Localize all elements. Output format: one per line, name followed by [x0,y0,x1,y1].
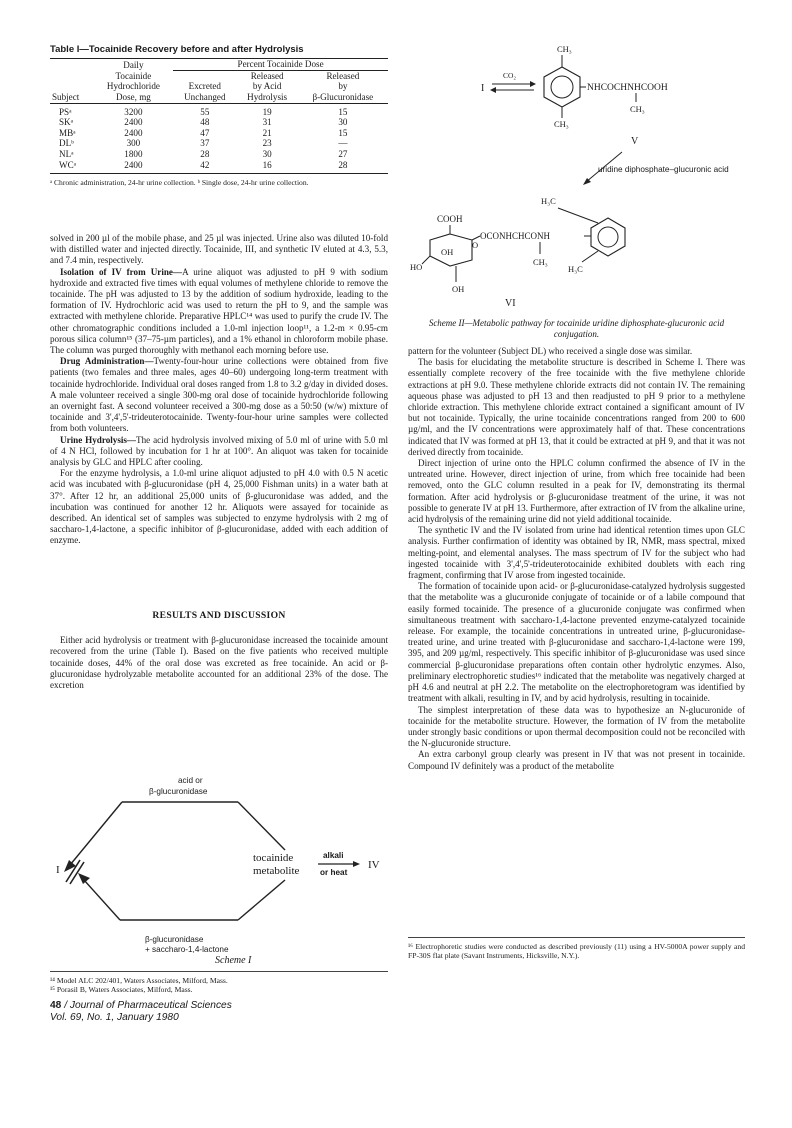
compound-V-label: V [631,136,639,147]
right-body-text [408,346,745,772]
vi-ch3: CH₃ [533,257,548,267]
scheme1-top-label-1: acid or [178,776,203,785]
cell-subject: MBᵃ [59,127,76,138]
cell-excreted: 42 [200,159,210,170]
bond [582,251,598,262]
vi-ring-o: O [472,240,479,250]
table-row [50,160,388,171]
vi-ho: HO [410,262,423,272]
aromatic-circle [551,76,573,98]
cell-gluc: 30 [338,117,348,128]
cell-dose: 3200 [124,106,143,117]
paragraph: The synthetic IV and the IV isolated from urine had identical retention times upon GLC analysis. Further confirmation of identity was obtained by IR, NMR, mass spectral, mixed melting-point, and elemental analyses. The mass spectrum of IV for the subject who had ingested tocainide with 3',4',5'-trideuterotocainide exhibited doublets with each ring fragment, confirming that IV arose from ingested tocainide. [408,525,745,581]
col-header-acid-1: Released [250,70,284,81]
arrow-line [238,802,285,850]
paragraph: The simplest interpretation of these data was to hypothesize an N-glucuronide of tocainide for the metabolite structure. However, the formation of IV from the metabolite under strongly basic conditions or upon thermal decomposition could not be reconciled with the N-glucuronide structure. [408,704,745,749]
scheme2-caption: Scheme II—Metabolic pathway for tocainide uridine diphosphate-glucuronic acid conjugation. [428,318,725,339]
paragraph-text: A urine aliquot was adjusted to pH 9 with sodium hydroxide and extracted five times with equal volumes of methylene chloride to remove the tocainide. The pH was adjusted to 13 by the addition of sodium hydroxide, leading to the formation of IV. Hydrochloric acid was used to return the pH to 9, and the sample was extracted with methylene chloride. Preparative HPLC¹⁴ was used to purify the crude IV. The other chromatographic conditions included a 1.0-ml injection loop¹¹, a 1.2-m × 0.95-cm porous silica column¹⁵ (37–75-µm particles), and a 1% ethanol in chloroform mobile phase. The column was purged thoroughly with methanol each morning before use. [50,266,388,356]
left-footnotes [50,976,388,994]
col-header-excreted-2: Unchanged [184,91,226,102]
cell-excreted: 55 [200,106,210,117]
cell-acid: 16 [262,159,272,170]
benzene-ring [544,67,580,107]
cell-excreted: 37 [200,138,210,149]
vi-oh1: OH [441,247,454,257]
cell-subject: DLᵇ [59,138,74,149]
cell-dose: 2400 [124,127,143,138]
left-body-text [50,233,388,547]
vi-h3c-top: H₃C [541,196,556,206]
run-in-heading: Isolation of IV from Urine— [60,266,183,277]
paragraph-text: The acid hydrolysis involved mixing of 5.0 ml of urine with 5.0 ml of 4 N HCl, followed by incubation for 1 hr at 100°. An aliquot was taken for tocainide analysis by GLC and HPLC after cooling. [50,434,388,468]
udp-label: uridine diphosphate–glucuronic acid [598,165,729,174]
col-header-percent: Percent Tocainide Dose [173,59,388,70]
paragraph: pattern for the volunteer (Subject DL) who received a single dose was similar. [408,346,693,356]
table-row [50,149,388,160]
cell-dose: 300 [126,138,141,149]
bond [422,256,430,264]
table-row [50,107,388,118]
col-header-acid-3: Hydrolysis [247,91,288,102]
footnote-15: ¹⁵ Porasil B, Waters Associates, Milford, Mass. [50,985,193,995]
cell-dose: 1800 [124,148,143,159]
footnote-14: ¹⁴ Model ALC 202/401, Waters Associates, Milford, Mass. [50,976,228,985]
compound-VI-label: VI [505,298,516,309]
cell-gluc: 15 [338,127,348,138]
footnote-16: ¹⁶ Electrophoretic studies were conducted as described previously (11) using a HV-5000A power supply and FP-30S flat plate (Savant Instruments, Hicksville, N.Y.). [408,942,745,961]
paragraph: The formation of tocainide upon acid- or β-glucuronidase-catalyzed hydrolysis suggested that the metabolite was a glucuronide conjugate of tocainide or of a labile compound that easily formed tocainide. The presence of a glucuronide conjugate was confirmed when simultaneous treatment with saccharo-1,4-lactone prevented enzyme-catalyzed tocainide release. For example, the tocainide concentrations in untreated urine, β-glucuronidase-treated urine, and urine treated with β-glucuronidase and saccharo-1,4-lactone were 199, 395, and 209 µg/ml, respectively. This specific inhibitor of β-glucuronidase was used since commercial β-glucuronidase preparations often contain other hydrolytic enzymes. Also, preliminary electrophoretic studies¹⁶ indicated that the metabolite was negatively charged at pH 4.6 and neutral at pH 2.2. The metabolite on the electrophoretogram was identified by treatment with alkali, resulting in IV, and by acid hydrolysis, resulting in tocainide. [408,581,745,704]
vi-h3c-2: H₃C [568,264,583,274]
vi-chain: OCONHCHCONH [480,231,551,241]
paragraph: For the enzyme hydrolysis, a 1.0-ml urine aliquot adjusted to pH 4.0 with 0.5 N acetic acid was incubated with β-glucuronidase (pH 4, 25,000 Fishman units) in a water bath at 37°. After 12 hr, an additional 25,000 units of β-glucuronidase was added, and the incubation was continued for another 12 hr. Aliquots were assayed for tocainide as described. An identical set of samples was subjected to enzyme hydrolysis with 2 mg of saccharo-1,4-lactone, a specific inhibitor of β-glucuronidase, added with each addition of enzyme. [50,468,388,546]
paragraph: solved in 200 µl of the mobile phase, and 25 µl was injected. Urine also was diluted 10-fold with distilled water and injected directly. Tocainide, III, and synthetic IV eluted at 4.3, 5.3, and 7.4 min, respectively. [50,233,388,266]
scheme1-left-compound: I [56,864,60,876]
arrowhead [490,87,496,93]
col-header-daily-3: Hydrochloride [106,81,160,92]
arrowhead [530,81,536,87]
col-header-daily-2: Tocainide [115,70,152,81]
arrowhead [353,861,360,867]
cell-gluc: 28 [338,159,348,170]
cell-excreted: 28 [200,148,210,159]
cell-gluc: 15 [338,106,348,117]
table-row [50,128,388,139]
scheme-1-diagram [50,770,388,930]
scheme1-bottom-label-2: + saccharo-1,4-lactone [145,945,229,954]
section-heading: RESULTS AND DISCUSSION [152,610,286,621]
scheme-2-diagram [408,40,745,328]
run-in-heading: Urine Hydrolysis— [60,434,137,445]
arrow-line [238,880,285,920]
scheme1-center-1: tocainide [253,852,294,864]
cell-dose: 2400 [124,159,143,170]
paragraph: The basis for elucidating the metabolite structure is described in Scheme I. There was essentially complete recovery of the free tocainide with the five methylene chloride extractions at pH 9.0. These methylene chloride extracts did not contain IV. The remaining aqueous phase was adjusted to pH 13 and then readjusted to pH 9 prior to a methylene chloride extraction. This methylene chloride extract contained a significant amount of IV but not tocainide. Typically, the urine tocainide concentrations ranged from 200 to 600 µg/ml, and the IV concentrations were approximately half of that. These concentrations indicated that IV was formed at pH 13, that it could be extracted at pH 9, and that it was not derived directly from tocainide. [408,357,745,457]
col-header-daily: Daily [123,59,144,70]
paragraph: An extra carbonyl group clearly was present in IV that was not present in tocainide. Compound IV definitely was a product of the metabolite [408,749,745,771]
cell-acid: 31 [262,117,272,128]
arrow-line [84,880,120,920]
cell-excreted: 48 [200,117,210,128]
col-header-acid-2: by Acid [252,81,282,92]
col-header-excreted-1: Excreted [188,81,221,92]
co2-label: CO₂ [503,71,517,80]
journal-volume: Vol. 69, No. 1, January 1980 [50,1012,179,1023]
scheme1-center-2: metabolite [253,865,300,877]
table-row [50,117,388,128]
v-chain: NHCOCHNHCOOH [587,83,668,93]
arrowhead [78,873,90,884]
cell-acid: 23 [262,138,272,149]
cell-acid: 19 [262,106,272,117]
paragraph [50,267,388,357]
cell-subject: SKᵃ [59,117,74,128]
page-number: 48 [50,1000,62,1011]
compound-I-label: I [481,83,485,94]
scheme1-bottom-labels [145,935,229,955]
col-header-gluc-1: Released [326,70,360,81]
recovery-table [50,59,388,170]
bond [558,208,598,223]
cell-excreted: 47 [200,127,210,138]
benzene-ring [591,218,625,256]
paragraph: Direct injection of urine onto the HPLC column confirmed the absence of IV in the untreated urine. However, direct injection of urine, from which free tocainide had been removed, onto the GLC column resulted in a peak for IV, demonstrating its thermal formation. After acid hydrolysis or β-glucuronidase treatment of the urine, it was not possible to generate IV at pH 13. Furthermore, after extraction of IV from the alkaline urine, acid hydrolysis of the remaining urine did not yield additional tocainide. [408,458,745,525]
cell-acid: 30 [262,148,272,159]
table-title: Table I—Tocainide Recovery before and after Hydrolysis [50,44,304,55]
table-1 [50,44,388,187]
col-header-gluc-2: by [338,81,348,92]
aromatic-circle [598,227,618,247]
v-ch3-chain: CH₃ [630,104,645,114]
scheme1-caption: Scheme I [215,955,252,966]
paragraph-text: Twenty-four-hour urine collections were obtained from five patients (two females and three males, ages 40–60) undergoing long-term treatment with tocainide hydrochloride. Individual oral doses ranged from 1.8 to 3.2 g/day in divided doses. A male volunteer received a single 300-mg oral dose of tocainide hydrochloride following an overnight fast. A second volunteer received a 300-mg dose as a 50:50 (w/w) mixture of tocainide and 3',4',5'-trideuterotocainide. Twenty-four-hour urine samples were collected from both volunteers. [50,356,388,434]
journal-name: / Journal of Pharmaceutical Sciences [64,1000,232,1011]
table-row [50,138,388,149]
cell-gluc: — [338,138,348,149]
paragraph: Either acid hydrolysis or treatment with β-glucuronidase increased the tocainide amount recovered from the urine (Table I). Based on the five patients who received multiple tocainide doses, 44% of the oral dose was excreted as free tocainide. An acid or β-glucuronidase hydrolyzable metabolite accounted for an additional 23% of the dose. The excretion [50,635,388,691]
scheme1-alkali: alkali [323,851,344,860]
paragraph [50,356,388,434]
paragraph [50,435,388,469]
cell-subject: PSᵃ [59,106,72,117]
journal-footer [50,1000,232,1024]
cell-acid: 21 [262,127,272,138]
v-ch3-ring: CH₃ [554,119,569,129]
run-in-heading: Drug Administration— [60,356,154,367]
scheme1-right-compound: IV [368,859,380,871]
results-section [50,610,388,691]
table-footnote: ᵃ Chronic administration, 24-hr urine collection. ᵇ Single dose, 24-hr urine collection. [50,178,309,188]
vi-oh2: OH [452,284,465,294]
col-header-subject: Subject [52,91,80,102]
cell-subject: NLᵃ [59,148,74,159]
scheme1-top-label-2: β-glucuronidase [149,787,208,796]
scheme1-bottom-label-1: β-glucuronidase [145,935,204,944]
cell-subject: WCᵃ [59,159,77,170]
cell-gluc: 27 [338,148,348,159]
scheme1-heat: or heat [320,868,348,877]
arrow-line [70,802,122,865]
col-header-daily-4: Dose, mg [115,91,151,102]
vi-cooh: COOH [437,214,463,224]
col-header-gluc-3: β-Glucuronidase [312,91,374,102]
cell-dose: 2400 [124,117,143,128]
v-ch3-top: CH₃ [557,44,572,54]
